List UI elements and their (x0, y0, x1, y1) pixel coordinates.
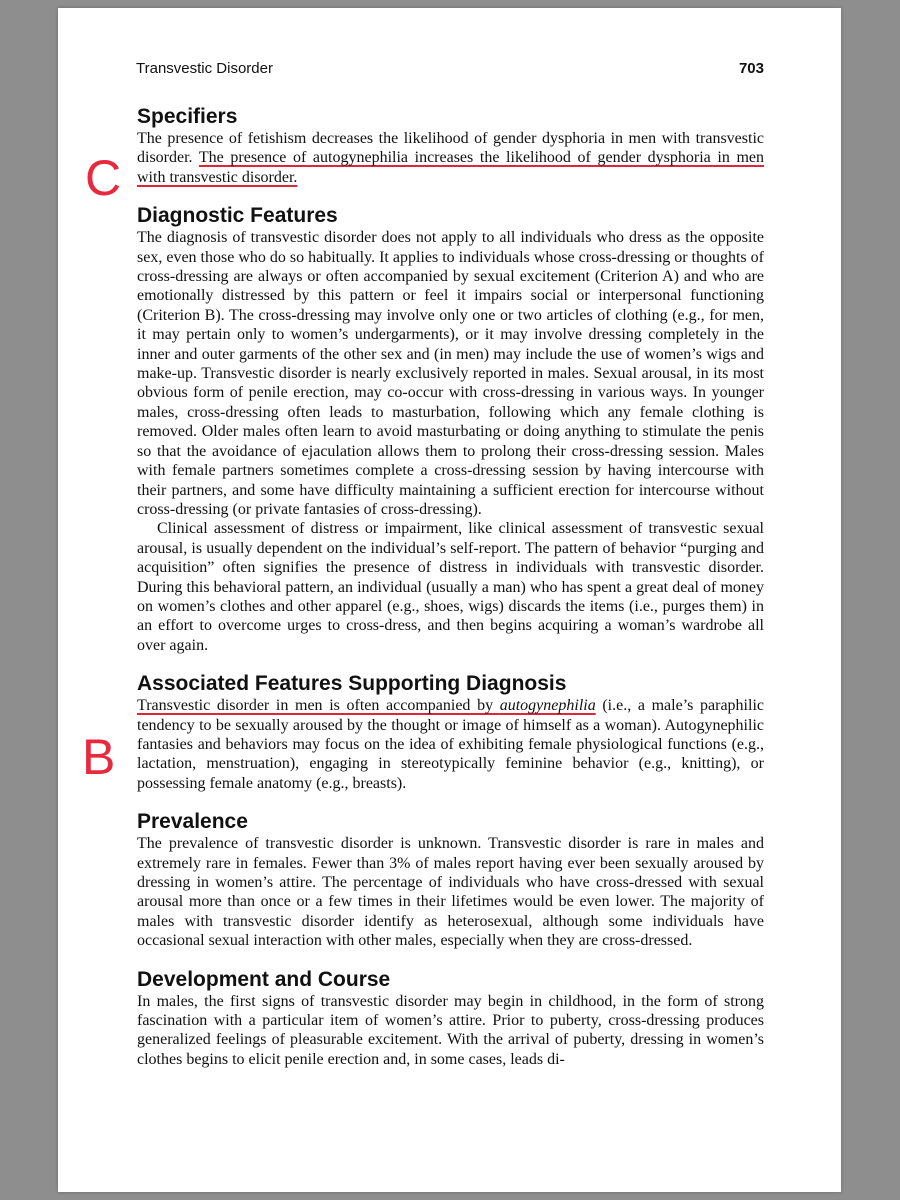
section-heading: Associated Features Supporting Diagnosis (137, 672, 567, 696)
section-specifiers (137, 104, 764, 187)
page-number: 703 (738, 60, 764, 77)
highlighted-text (137, 697, 596, 714)
section-heading: Specifiers (137, 105, 238, 128)
prevalence-paragraph: The prevalence of transvestic disorder is unknown. Transvestic disorder is rare in males and extremely rare in females. Fewer than 3% of males report having ever been sexually aroused by dressing in women’s attire. The percentage of individuals who have cross-dressed with sexual arousal more than once or a few times in their lifetimes would be even lower. The majority of males with transvestic disorder identify as heterosexual, although some individuals have occasional sexual interaction with other males, especially when they are cross-dressed. (137, 835, 764, 950)
annotation-marker-c: C (85, 150, 122, 206)
running-title: Transvestic Disorder (136, 60, 273, 77)
document-page (58, 8, 841, 1192)
diagnostic-paragraph-2: Clinical assessment of distress or impairment, like clinical assessment of transvestic sexual arousal, is usually dependent on the individual’s self-report. The pattern of behavior “purging and acquisition” often signifies the presence of distress in individuals with transvestic disorder. During this behavioral pattern, an individual (usually a man) who has spent a great deal of money on women’s clothes and other apparel (e.g., shoes, wigs) discards the items (i.e., purges them) in an effort to overcome urges to cross-dress, and then begins acquiring a woman’s wardrobe all over again. (137, 520, 764, 654)
document-body (137, 104, 764, 1085)
section-associated-features (137, 671, 764, 793)
section-heading: Diagnostic Features (137, 204, 338, 228)
associated-paragraph (137, 696, 764, 793)
specifiers-paragraph (137, 129, 764, 187)
text-run: (i.e., a male’s paraphilic tendency to be sexually aroused by the thought or image of himself as a woman). Autogynephilic fantasies and behaviors may focus on the idea of exhibiting female physiological functions (e.g., lactation, menstruation), engaging in stereotypically feminine behavior (e.g., knitting), or possessing female anatomy (e.g., breasts). (137, 697, 764, 792)
italic-term: autogynephilia (499, 697, 596, 715)
text-run: The presence of fetishism decreases the likelihood of gender dysphoria in men with transvestic disorder. (137, 130, 764, 167)
highlighted-text: The presence of autogynephilia increases the likelihood of gender dysphoria in men with transvestic disorder. (137, 149, 765, 186)
diagnostic-paragraph-1: The diagnosis of transvestic disorder does not apply to all individuals who dress as the opposite sex, even those who do so habitually. It applies to individuals whose cross-dressing or thoughts of cross-dressing are always or often accompanied by sexual excitement (Criterion A) and who are emotionally distressed by this pattern or feel it impairs social or interpersonal functioning (Criterion B). The cross-dressing may involve only one or two articles of clothing (e.g., for men, it may pertain only to women’s undergarments), or it may involve dressing completely in the inner and outer garments of the other sex and (in men) may include the use of women’s wigs and make-up. Transvestic disorder is nearly exclusively reported in males. Sexual arousal, in its most obvious form of penile erection, may co-occur with cross-dressing in various ways. In younger males, cross-dressing often leads to masturbation, following which any female clothing is removed. Older males often learn to avoid masturbating or doing anything to stimulate the penis so that the avoidance of ejaculation allows them to prolong their cross-dressing session. Males with female partners sometimes complete a cross-dressing session by having intercourse with their partners, and some have difficulty maintaining a sufficient erection for intercourse without cross-dressing (or private fantasies of cross-dressing). (137, 229, 764, 518)
section-prevalence (137, 809, 764, 950)
annotation-marker-b: B (82, 729, 116, 785)
section-development-course (137, 967, 764, 1070)
text-run: Transvestic disorder in men is often accompanied by (137, 697, 500, 715)
running-head (136, 60, 764, 82)
development-paragraph: In males, the first signs of transvestic disorder may begin in childhood, in the form of strong fascination with a particular item of women’s attire. Prior to puberty, cross-dressing produces generalized feelings of pleasurable excitement. With the arrival of puberty, dressing in women’s clothes begins to elicit penile erection and, in some cases, leads di- (137, 992, 764, 1068)
section-diagnostic-features (137, 203, 764, 655)
section-heading: Prevalence (137, 810, 248, 834)
section-heading: Development and Course (137, 967, 391, 991)
